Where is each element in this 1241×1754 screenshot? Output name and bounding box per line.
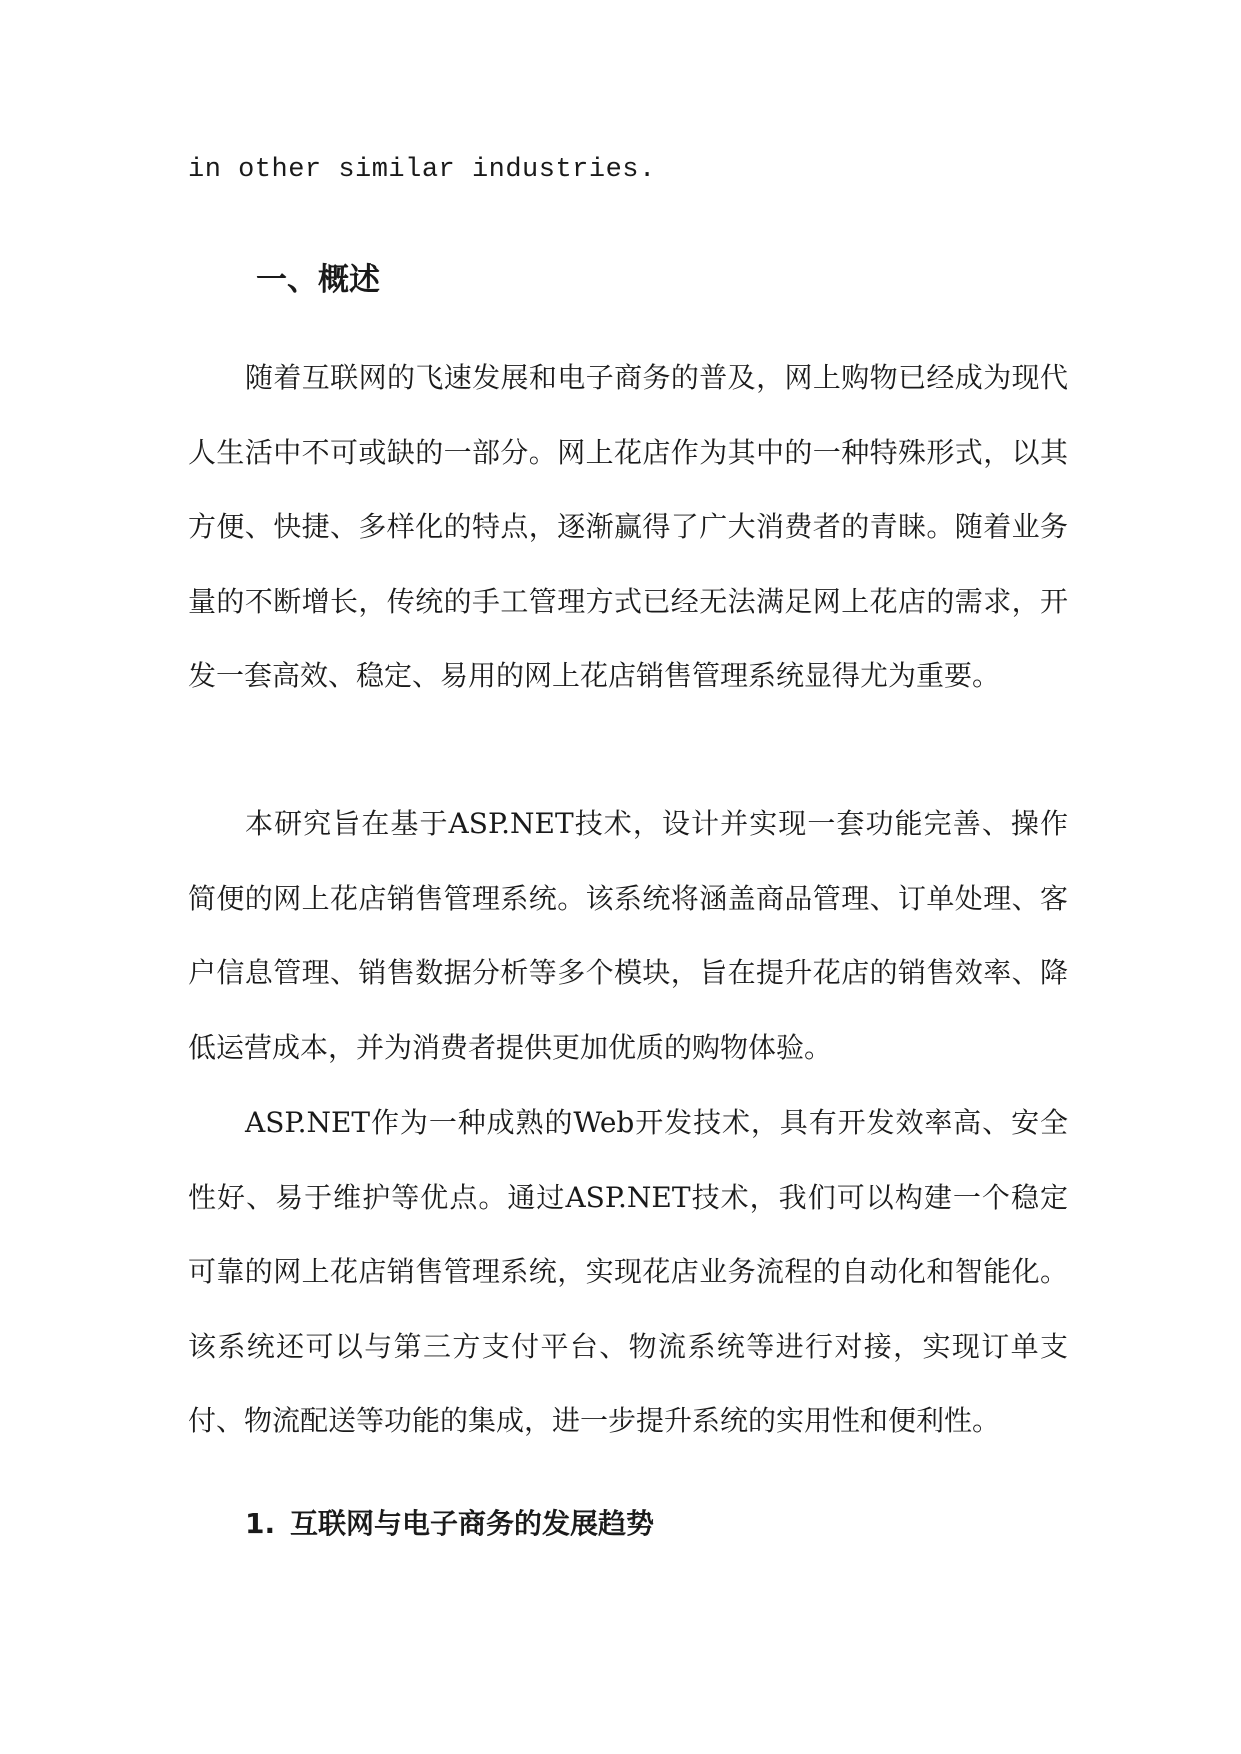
body-paragraph: ASP.NET作为一种成熟的Web开发技术，具有开发效率高、安全性好、易于维护等优点。通过ASP.NET技术，我们可以构建一个稳定可靠的网上花店销售管理系统，实现花店业务流程的自动化和智能化。该系统还可以与第三方支付平台、物流系统等进行对接，实现订单支付、物流配送等功能的集成，进一步提升系统的实用性和便利性。 [188,1106,1068,1437]
body-paragraph: 随着互联网的飞速发展和电子商务的普及，网上购物已经成为现代人生活中不可或缺的一部分。网上花店作为其中的一种特殊形式，以其方便、快捷、多样化的特点，逐渐赢得了广大消费者的青睐。随着业务量的不断增长，传统的手工管理方式已经无法满足网上花店的需求，开发一套高效、稳定、易用的网上花店销售管理系统显得尤为重要。 [188,361,1068,692]
subsection-number: 1. [245,1507,276,1540]
section-heading: 一、概述 [256,262,380,298]
continuation-text: in other similar industries. [188,155,656,185]
body-paragraph: 本研究旨在基于ASP.NET技术，设计并实现一套功能完善、操作简便的网上花店销售管理系统。该系统将涵盖商品管理、订单处理、客户信息管理、销售数据分析等多个模块，旨在提升花店的销售效率、降低运营成本，并为消费者提供更加优质的购物体验。 [188,807,1068,1064]
subsection-heading [245,1502,654,1546]
subsection-title: 互联网与电子商务的发展趋势 [290,1507,655,1540]
